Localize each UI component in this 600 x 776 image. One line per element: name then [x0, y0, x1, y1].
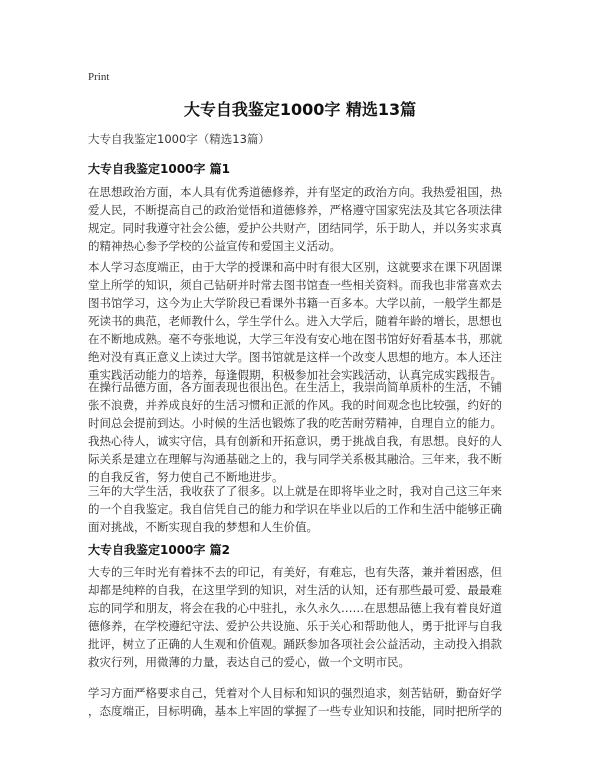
- text-line: 救灾行列，用微薄的力量，表达自己的爱心，做一个文明市民。: [88, 655, 410, 669]
- paragraph: [88, 378, 514, 486]
- text-line: 爱人民，不断提高自己的政治觉悟和道德修养，严格遵守国家宪法及其它各项法律: [88, 203, 502, 217]
- text-line: 张不浪费，并养成良好的生活习惯和正派的作风。我的时间观念也比较强，约好的: [88, 398, 502, 412]
- print-link[interactable]: Print: [88, 71, 110, 83]
- text-line: 在思想政治方面，本人具有优秀道德修养，并有坚定的政治方向。我热爱祖国，热: [88, 185, 502, 199]
- text-line: 面对挑战，不断实现自我的梦想和人生价值。: [88, 520, 318, 534]
- text-line: 本人学习态度端正，由于大学的授课和高中时有很大区别，这就要求在课下巩固课: [88, 260, 502, 274]
- text-line: 重实践活动能力的培养，每逢假期，积极参加社会实践活动，认真完成实践报告。: [88, 368, 502, 382]
- text-line: 却都是纯粹的自我，在这里学到的知识，对生活的认知，还有那些最可爱、最最难: [88, 583, 502, 597]
- text-line: ，态度端正，目标明确，基本上牢固的掌握了一些专业知识和技能，同时把所学的: [88, 704, 502, 718]
- paragraph: [88, 482, 514, 536]
- section-heading: 大专自我鉴定1000字 篇2: [88, 543, 230, 557]
- text-line: 德修养，在学校遵纪守法、爱护公共设施、乐于关心和帮助他人，勇于批评与自我: [88, 619, 502, 633]
- text-line: 死读书的典范，老师教什么，学生学什么。进入大学后，随着年龄的增长，思想也: [88, 314, 502, 328]
- paragraph: [88, 684, 514, 720]
- paragraph: [88, 183, 514, 255]
- text-line: 时间总会提前到达。小时候的生活也锻炼了我的吃苦耐劳精神，自理自立的能力。: [88, 416, 502, 430]
- text-line: 堂上所学的知识，须自己钻研并时常去图书馆查一些相关资料。而我也非常喜欢去: [88, 278, 502, 292]
- document-subtitle: 大专自我鉴定1000字（精选13篇）: [88, 132, 270, 146]
- text-line: 绝对没有真正意义上读过大学。图书馆就是这样一个改变人思想的地方。本人还注: [88, 350, 502, 364]
- text-line: 批评，树立了正确的人生观和价值观。踊跃参加各项社会公益活动，主动投入捐款: [88, 637, 502, 651]
- text-line: 的精神热心参予学校的公益宣传和爱国主义活动。: [88, 239, 341, 253]
- paragraph: [88, 258, 514, 384]
- text-line: 的自我反省，努力使自己不断地进步。: [88, 470, 284, 484]
- text-line: 际关系是建立在理解与沟通基础之上的，我与同学关系极其融洽。三年来，我不断: [88, 452, 502, 466]
- text-line: 我热心待人，诚实守信，具有创新和开拓意识，勇于挑战自我，有思想。良好的人: [88, 434, 502, 448]
- text-line: 的一个自我鉴定。我自信凭自己的能力和学识在毕业以后的工作和生活中能够正确: [88, 502, 502, 516]
- section-heading: 大专自我鉴定1000字 篇1: [88, 162, 230, 176]
- text-line: 图书馆学习，这今为止大学阶段已看课外书籍一百多本。大学以前，一般学生都是: [88, 296, 502, 310]
- document-title: 大专自我鉴定1000字 精选13篇: [183, 100, 417, 119]
- text-line: 忘的同学和朋友，将会在我的心中驻扎，永久永久……在思想品德上我有着良好道: [88, 601, 502, 615]
- text-line: 在不断地成熟。毫不夸张地说，大学三年没有安心地在图书馆好好看基本书，那就: [88, 332, 502, 346]
- text-line: 在操行品德方面，各方面表现也很出色。在生活上，我崇尚简单质朴的生活，不铺: [88, 380, 502, 394]
- text-line: 规定。同时我遵守社会公德，爱护公共财产，团结同学，乐于助人，并以务实求真: [88, 221, 502, 235]
- text-line: 大专的三年时光有着抹不去的印记，有美好，有难忘，也有失落，兼并着困惑，但: [88, 565, 502, 579]
- text-line: 学习方面严格要求自己，凭着对个人目标和知识的强烈追求，刻苦钻研，勤奋好学: [88, 686, 502, 700]
- paragraph: [88, 563, 514, 671]
- text-line: 三年的大学生活，我收获了了很多。以上就是在即将毕业之时，我对自己这三年来: [88, 484, 502, 498]
